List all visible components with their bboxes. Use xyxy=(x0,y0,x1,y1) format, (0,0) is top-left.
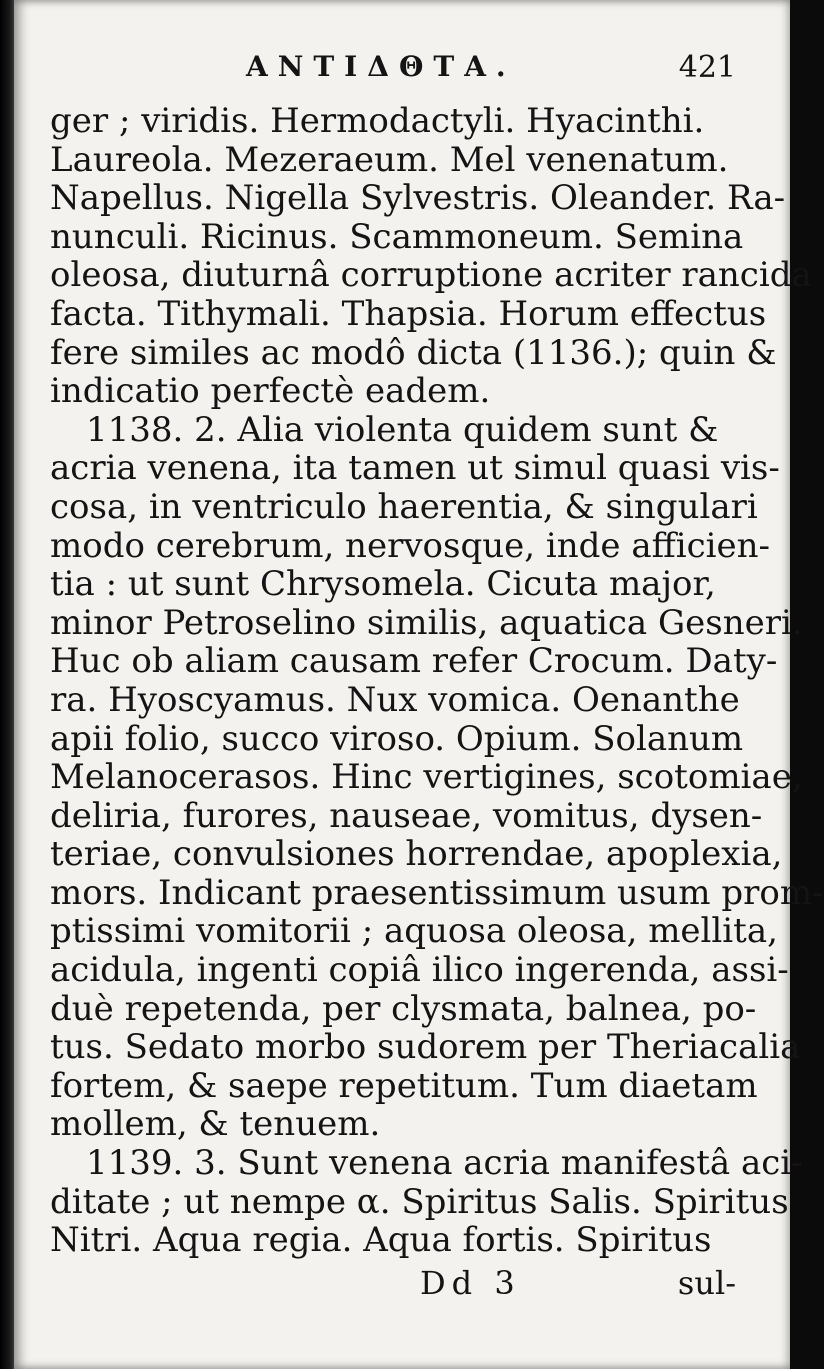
text-line: minor Petroselino similis, aquatica Gesneri. xyxy=(50,602,803,643)
text-line: mollem, & tenuem. xyxy=(50,1104,381,1145)
text-line: Laureola. Mezeraeum. Mel venenatum. xyxy=(50,139,729,180)
text-line: cosa, in ventriculo haerentia, & singulari xyxy=(50,486,758,527)
text-line: oleosa, diuturnâ corruptione acriter rancida xyxy=(50,255,812,296)
text-line: duè repetenda, per clysmata, balnea, po- xyxy=(50,988,757,1029)
text-line: nunculi. Ricinus. Scammoneum. Semina xyxy=(50,216,744,257)
text-line: tus. Sedato morbo sudorem per Theriacalia xyxy=(50,1027,801,1068)
text-line: ditate ; ut nempe α. Spiritus Salis. Spiritus xyxy=(50,1181,789,1222)
catchword: sul- xyxy=(677,1263,736,1302)
text-line: Melanocerasos. Hinc vertigines, scotomiae, xyxy=(50,757,803,798)
book-spine-shadow xyxy=(0,0,14,1369)
signature-mark: Dd 3 xyxy=(420,1263,521,1302)
text-line: ger ; viridis. Hermodactyli. Hyacinthi. xyxy=(50,101,705,141)
paragraph-start-1139: 1139. 3. Sunt venena acria manifestâ aci- xyxy=(86,1143,803,1184)
text-line: modo cerebrum, nervosque, inde afficien- xyxy=(50,525,771,566)
page-number: 421 xyxy=(678,50,736,85)
text-line: ra. Hyoscyamus. Nux vomica. Oenanthe xyxy=(50,679,740,720)
paragraph-start-1138: 1138. 2. Alia violenta quidem sunt & xyxy=(86,409,719,450)
text-line: apii folio, succo viroso. Opium. Solanum xyxy=(50,718,744,759)
text-line: Nitri. Aqua regia. Aqua fortis. Spiritus xyxy=(50,1220,712,1261)
text-line: tia : ut sunt Chrysomela. Cicuta major, xyxy=(50,564,716,605)
text-line: deliria, furores, nauseae, vomitus, dysen- xyxy=(50,795,763,836)
text-block xyxy=(50,44,824,1308)
text-line: teriae, convulsiones horrendae, apoplexia, xyxy=(50,834,783,875)
text-line: fere similes ac modô dicta (1136.); quin & xyxy=(50,332,777,373)
text-line: Huc ob aliam causam refer Crocum. Daty- xyxy=(50,641,778,682)
text-line: acidula, ingenti copiâ ilico ingerenda, assi- xyxy=(50,950,789,991)
running-head xyxy=(50,44,742,102)
body-text xyxy=(50,101,824,1261)
book-page xyxy=(14,0,824,1369)
text-line: fortem, & saepe repetitum. Tum diaetam xyxy=(50,1065,758,1106)
text-line: facta. Tithymali. Thapsia. Horum effectus xyxy=(50,293,767,334)
running-title: ANTIΔΘΤΑ. xyxy=(246,50,516,83)
text-line: indicatio perfectè eadem. xyxy=(50,371,491,412)
text-line: Napellus. Nigella Sylvestris. Oleander. Ra- xyxy=(50,178,786,219)
text-line: mors. Indicant praesentissimum usum prom- xyxy=(50,872,824,913)
text-line: ptissimi vomitorii ; aquosa oleosa, mellita, xyxy=(50,911,778,952)
page-footer xyxy=(50,1264,742,1308)
text-line: acria venena, ita tamen ut simul quasi vis- xyxy=(50,448,780,489)
